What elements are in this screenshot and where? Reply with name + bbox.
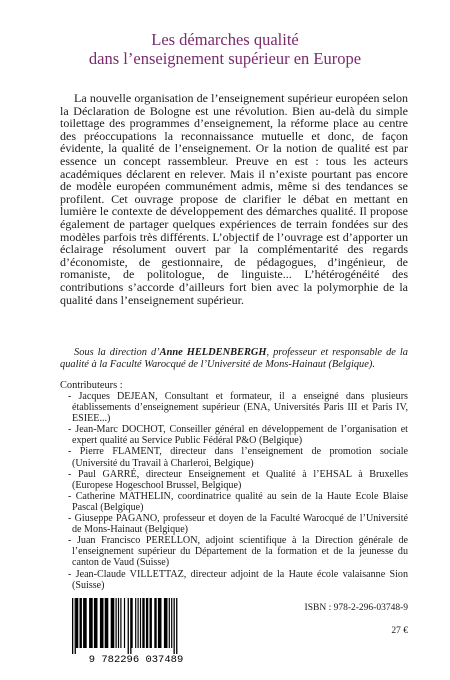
contributor-item: - Giuseppe PAGANO, professeur et doyen de la Faculté Warocqué de l’Université de Mons-Hainaut (Belgique): [68, 513, 408, 536]
barcode-guard-bar: [176, 598, 177, 654]
barcode-bar: [116, 598, 117, 648]
editor-credit: [60, 347, 408, 371]
barcode-bar: [94, 598, 98, 648]
barcode-guard-bar: [128, 598, 129, 654]
price: 27 €: [391, 626, 408, 636]
barcode-bar: [140, 598, 141, 648]
title-line-1: Les démarches qualité: [151, 30, 299, 49]
barcode-bar: [146, 598, 148, 648]
barcode-bar: [142, 598, 144, 648]
barcode-bar: [80, 598, 82, 648]
barcode-bar: [120, 598, 121, 648]
barcode-guard-bar: [130, 598, 131, 654]
editor-name: Anne HELDENBERGH: [159, 347, 267, 358]
abstract-paragraph: La nouvelle organisation de l’enseignement supérieur européen selon la Déclaration de Bologne est une révolution. Bien au-delà du simple toilettage des programmes d’enseignement, la réforme place au centre des préoccupations la reconnaissance mutuelle et donc, de façon évidente, la qualité de l’enseignement. Or la notion de qualité est par essence un concept rassembleur. Preuve en est : tous les acteurs académiques déclarent en relever. Mais il n’existe pourtant pas encore de modèle européen communément admis, même si des tendances se profilent. Cet ouvrage propose de clarifier le débat en mettant en lumière le contexte de développement des démarches qualité. Il propose également de partager quelques expériences de terrain fondées sur des modèles parfois très différents. L’objectif de l’ouvrage est d’apporter un éclairage résolument ouvert par la complémentarité des regards d’économiste, de gestionnaire, de pédagogues, d’ingénieur, de romaniste, de politologue, de linguiste... L’hétérogénéité des contributions s’accorde d’ailleurs fort bien avec la polymorphie de la qualité dans l’enseignement supérieur.: [60, 91, 408, 307]
barcode-bar: [150, 598, 152, 648]
barcode-bar: [135, 598, 136, 648]
barcode: [62, 596, 210, 664]
barcode-bar: [164, 598, 168, 648]
contributor-item: - Pierre FLAMENT, directeur dans l’enseignement de promotion sociale (Université du Travail à Charleroi, Belgique): [68, 446, 408, 469]
contributor-item: - Jacques DEJEAN, Consultant et formateur, il a enseigné dans plusieurs établissements d’enseignement supérieur (ENA, Universités Paris III et Paris IV, ESIEE...): [68, 391, 408, 425]
barcode-bar: [83, 598, 87, 648]
contributors-list: [60, 391, 408, 591]
barcode-bar: [105, 598, 109, 648]
book-title: [0, 30, 450, 68]
contributor-item: - Catherine MATHELIN, coordinatrice qualité au sein de la Haute Ecole Blaise Pascal (Belgique): [68, 490, 408, 513]
editor-credit-suffix: , professeur et responsable de la qualité à la Faculté Warocqué de l’Université de Mons-Hainaut (Belgique).: [60, 347, 408, 370]
contributor-item: - Jean-Claude VILLETTAZ, directeur adjoint de la Haute école valaisanne Sion (Suisse): [68, 568, 408, 591]
barcode-bar: [154, 598, 156, 648]
editor-credit-prefix: Sous la direction d’: [74, 347, 160, 358]
contributors-heading: Contributeurs :: [60, 380, 123, 391]
contributor-item: - Paul GARRÉ, directeur Enseignement et Qualité à l’EHSAL à Bruxelles (Europese Hogeschool Brussel, Belgique): [68, 468, 408, 491]
barcode-bar: [100, 598, 104, 648]
barcode-bar: [171, 598, 172, 648]
contributor-item: - Jean-Marc DOCHOT, Conseiller général en développement de l’organisation et expert qualité au Service Public Fédéral P&O (Belgique): [68, 424, 408, 447]
barcode-bar: [132, 598, 133, 648]
barcode-bar: [169, 598, 170, 648]
barcode-bars: [72, 598, 177, 654]
barcode-bar: [111, 598, 115, 648]
barcode-bar: [158, 598, 162, 648]
barcode-bar: [138, 598, 139, 648]
title-line-2: dans l’enseignement supérieur en Europe: [88, 49, 362, 68]
barcode-guard-bar: [75, 598, 76, 654]
contributor-item: - Juan Francisco PERELLON, adjoint scientifique à la Direction générale de l’enseignement supérieur du Département de la formation et de la jeunesse du canton de Vaud (Suisse): [68, 535, 408, 569]
barcode-guard-bar: [72, 598, 73, 654]
barcode-bar: [118, 598, 119, 648]
barcode-bar: [124, 598, 125, 648]
isbn: ISBN : 978-2-296-03748-9: [304, 603, 408, 613]
barcode-bar: [89, 598, 93, 648]
barcode-guard-bar: [174, 598, 175, 654]
barcode-bar: [76, 598, 78, 648]
barcode-digits: 9 782296 037489: [88, 654, 184, 664]
